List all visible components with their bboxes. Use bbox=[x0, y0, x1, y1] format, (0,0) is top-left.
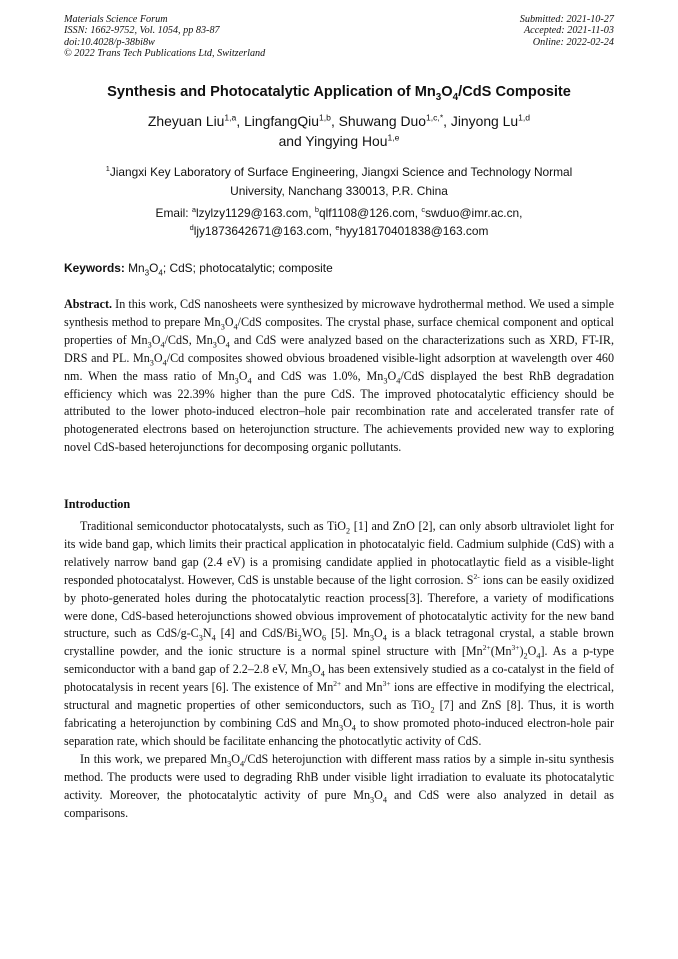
intro-sub: 3 bbox=[307, 669, 313, 679]
email-sup: d bbox=[189, 223, 194, 233]
intro-text: ions can be easily oxidized by photo-generated holes during the photocatalytic reaction process[3]. Therefore, a variety of modifications were done, CdS-based heterojunctions showed obvious improvement of photocatalytic activity for the new band structure, such as CdS/g-C bbox=[64, 572, 615, 641]
keywords-label: Keywords: bbox=[64, 261, 125, 275]
affiliation-sup: 1 bbox=[105, 164, 110, 174]
author-name: Yingying Hou bbox=[305, 133, 388, 149]
intro-sub: 2 bbox=[297, 633, 302, 643]
intro-text: /CdS heterojunction with different mass ratios by a simple in-situ synthesis method. The products were used to degrading RhB under visible light irradiation to evaluate its photocatalytic activity. Moreover, the photocatalytic activity of pure Mn bbox=[64, 751, 614, 802]
intro-sub: 4 bbox=[211, 633, 216, 643]
journal-header bbox=[64, 14, 265, 60]
intro-sup: 2+ bbox=[482, 643, 491, 653]
intro-text: O bbox=[231, 751, 240, 766]
abstract-sub: 3 bbox=[212, 340, 217, 350]
email-link[interactable]: lzylzy1129@163.com, bbox=[195, 206, 315, 220]
intro-sub: 3 bbox=[338, 723, 344, 733]
abstract-sub: 3 bbox=[149, 358, 154, 368]
title-sub: 4 bbox=[452, 91, 459, 103]
section-heading-introduction: Introduction bbox=[64, 497, 131, 511]
intro-sup: 2+ bbox=[333, 679, 342, 689]
intro-sub: 2 bbox=[523, 651, 528, 661]
keywords bbox=[64, 261, 624, 278]
author-sup: 1,a bbox=[224, 112, 237, 123]
author-sup: 1,d bbox=[518, 112, 531, 123]
intro-text: N bbox=[202, 626, 212, 641]
accepted-date: Accepted: 2021-11-03 bbox=[523, 25, 614, 37]
paragraph bbox=[64, 518, 614, 751]
intro-sub: 6 bbox=[321, 633, 327, 643]
author-name: Jinyong Lu bbox=[450, 113, 519, 129]
abstract-text: O bbox=[151, 332, 161, 347]
author-sup: 1,e bbox=[387, 132, 400, 143]
keywords-sub: 4 bbox=[158, 268, 163, 278]
intro-text: ) bbox=[519, 644, 524, 659]
intro-sub: 4 bbox=[239, 759, 245, 769]
intro-sub: 4 bbox=[536, 651, 541, 661]
author-sup: 1,b bbox=[318, 112, 331, 123]
abstract-label: Abstract. bbox=[64, 297, 113, 311]
issn: ISSN: 1662-9752, Vol. 1054, pp 83-87 bbox=[64, 25, 220, 37]
intro-sup: 2- bbox=[473, 571, 480, 581]
intro-text: ions are effective in modifying the electrical, structural and magnetic properties of other semiconductors, such as TiO bbox=[64, 680, 614, 713]
intro-text: and Mn bbox=[341, 680, 383, 695]
abstract-text: In this work, CdS nanosheets were synthesized by microwave hydrothermal method. We used a simple synthesis method to prepare Mn bbox=[64, 297, 614, 329]
email-link[interactable]: swduo@imr.ac.cn, bbox=[425, 206, 523, 220]
abstract-text: /CdS displayed the best RhB degradation efficiency which was 22.39% higher than the pure CdS. The improved photocatalytic efficiency should be attributed to the lower photo-induced electron–hole pair recombination rate and accelerated transfer rate of photogenerated electrons based on heterojunction structure. The achievements provided new way to exploring novel CdS-based heterojunctions for decomposing organic pollutants. bbox=[64, 368, 614, 455]
intro-text: [1] and ZnO [2], can only absorb ultraviolet light for its wide band gap, which limits their practical application in photocatalyic field. Cadmium sulphide (CdS) with a relatively narrow band gap (2.4 eV) is a promising candidate applied in photocatlaytic field as a visible-light responded photocatalyst. However, CdS is unstable because of the light corrosion. S bbox=[64, 519, 614, 587]
intro-text: [4] and CdS/Bi bbox=[215, 626, 298, 641]
intro-text: ]. As a p-type semiconductor with a band gap of 2.2–2.8 eV, Mn bbox=[64, 644, 614, 677]
intro-sub: 2 bbox=[430, 705, 435, 715]
abstract-sub: 4 bbox=[225, 340, 230, 350]
email-block bbox=[40, 204, 638, 240]
intro-sub: 3 bbox=[369, 633, 374, 643]
intro-text: O bbox=[527, 644, 537, 659]
abstract-text: O bbox=[216, 332, 226, 347]
intro-text: (Mn bbox=[490, 644, 512, 659]
intro-sub: 4 bbox=[382, 795, 387, 804]
intro-sup: 3+ bbox=[511, 643, 520, 653]
intro-sup: 3+ bbox=[382, 679, 391, 689]
abstract-sub: 4 bbox=[233, 322, 238, 332]
abstract-text: and CdS was 1.0%, Mn bbox=[251, 368, 384, 383]
doi[interactable]: doi:10.4028/p-38bi8w bbox=[64, 36, 155, 48]
intro-text: [7] and ZnS [8]. Thus, it is worth fabricating a heterojunction by combining CdS and Mn bbox=[64, 698, 614, 730]
intro-sub: 3 bbox=[370, 795, 375, 804]
intro-sub: 3 bbox=[227, 759, 232, 769]
abstract-sub: 4 bbox=[396, 376, 401, 386]
keywords-text: Mn bbox=[124, 261, 145, 275]
abstract-text: O bbox=[153, 350, 163, 365]
email-sup: a bbox=[191, 205, 196, 215]
intro-text: O bbox=[312, 662, 321, 677]
title-text: Synthesis and Photocatalytic Application of Mn bbox=[107, 84, 436, 100]
abstract-text: /CdS, Mn bbox=[164, 332, 213, 347]
intro-text: O bbox=[374, 787, 383, 802]
intro-text: In this work, we prepared Mn bbox=[80, 751, 228, 766]
abstract-sub: 4 bbox=[160, 340, 165, 350]
abstract-text: /Cd composites showed obvious broadened visible-light adsorption at wavelength over 460 nm. When the mass ratio of Mn bbox=[64, 350, 614, 383]
affiliation bbox=[40, 163, 638, 200]
abstract-sub: 4 bbox=[162, 358, 167, 368]
affiliation-line: University, Nanchang 330013, P.R. China bbox=[230, 183, 448, 198]
intro-text: to show promoted photo-induced electron-hole pair separation rate, which should be facilitate enhancing the photocatlytic activity of CdS. bbox=[64, 715, 615, 748]
intro-text: is a black tetragonal crystal, a stable brown crystalline powder, and the ionic structure is a normal spinel structure with [Mn bbox=[64, 626, 614, 659]
abstract-text: O bbox=[224, 314, 234, 329]
email-sup: e bbox=[335, 223, 340, 233]
keywords-sub: 3 bbox=[144, 268, 150, 278]
abstract-text: O bbox=[238, 368, 248, 383]
abstract-text: /CdS composites. The crystal phase, surface chemical component and optical properties of Mn bbox=[64, 314, 614, 347]
paper-title bbox=[40, 84, 638, 103]
intro-text: and CdS were also analyzed in detail as comparisons. bbox=[64, 787, 614, 820]
keywords-text: O bbox=[149, 261, 159, 275]
intro-text: O bbox=[343, 715, 352, 730]
intro-text: WO bbox=[301, 626, 322, 641]
submitted-date: Submitted: 2021-10-27 bbox=[519, 14, 614, 25]
intro-text: Traditional semiconductor photocatalysts, such as TiO bbox=[80, 519, 347, 533]
email-link[interactable]: ljy1873642671@163.com, bbox=[193, 224, 336, 238]
introduction-body bbox=[64, 518, 614, 822]
email-link[interactable]: hyy18170401838@163.com bbox=[339, 224, 489, 238]
intro-text: [5]. Mn bbox=[326, 626, 370, 641]
author-list: Zheyuan Liu$^{1,a}$, LingfangQiu$^{1,b}$, Shuwang Duo$^{1,c,*}$, Jinyong Lu$^{1,d}$ and Yingying Hou$^{1,e}$ bbox=[147, 112, 531, 149]
author-sup: 1,c,* bbox=[425, 112, 444, 123]
intro-sub: 3 bbox=[198, 633, 203, 643]
abstract-sub: 3 bbox=[147, 340, 152, 350]
abstract-sub: 4 bbox=[247, 376, 252, 386]
copyright: © 2022 Trans Tech Publications Ltd, Switzerland bbox=[64, 48, 266, 60]
abstract-sub: 3 bbox=[220, 322, 225, 332]
author-name: Shuwang Duo bbox=[338, 113, 426, 129]
keywords-text: ; CdS; photocatalytic; composite bbox=[162, 261, 333, 275]
intro-sub: 4 bbox=[351, 723, 356, 733]
title-text: /CdS Composite bbox=[458, 84, 571, 100]
intro-text: has been extensively studied as a co-catalyst in the field of photocatalysis in recent years [6]. The existence of Mn bbox=[64, 662, 614, 695]
email-link[interactable]: qlf1108@126.com, bbox=[319, 206, 422, 220]
intro-sub: 4 bbox=[382, 633, 387, 643]
paragraph bbox=[64, 751, 614, 823]
intro-sub: 2 bbox=[346, 526, 351, 536]
online-date: Online: 2022-02-24 bbox=[532, 36, 614, 48]
affiliation-line: Jiangxi Key Laboratory of Surface Engineering, Jiangxi Science and Technology Normal bbox=[109, 165, 573, 179]
title-text: O bbox=[441, 84, 453, 100]
abstract bbox=[64, 296, 614, 457]
abstract-sub: 3 bbox=[383, 376, 388, 386]
author-name: Zheyuan Liu bbox=[147, 113, 225, 129]
title-sub: 3 bbox=[435, 91, 442, 103]
journal-name: Materials Science Forum bbox=[64, 14, 168, 25]
intro-text: O bbox=[373, 626, 383, 641]
email-sup: b bbox=[314, 205, 319, 215]
abstract-sub: 3 bbox=[234, 376, 239, 386]
abstract-text: O bbox=[387, 368, 397, 383]
intro-sub: 4 bbox=[320, 669, 325, 679]
email-sup: c bbox=[421, 205, 426, 215]
email-label: Email: bbox=[155, 206, 192, 220]
dates-header bbox=[520, 14, 614, 48]
abstract-text: and CdS were analyzed based on the characterizations such as XRD, FT-IR, DRS and PL. Mn bbox=[64, 332, 615, 365]
author-name: LingfangQiu bbox=[244, 113, 319, 129]
author-and: and bbox=[278, 133, 306, 149]
